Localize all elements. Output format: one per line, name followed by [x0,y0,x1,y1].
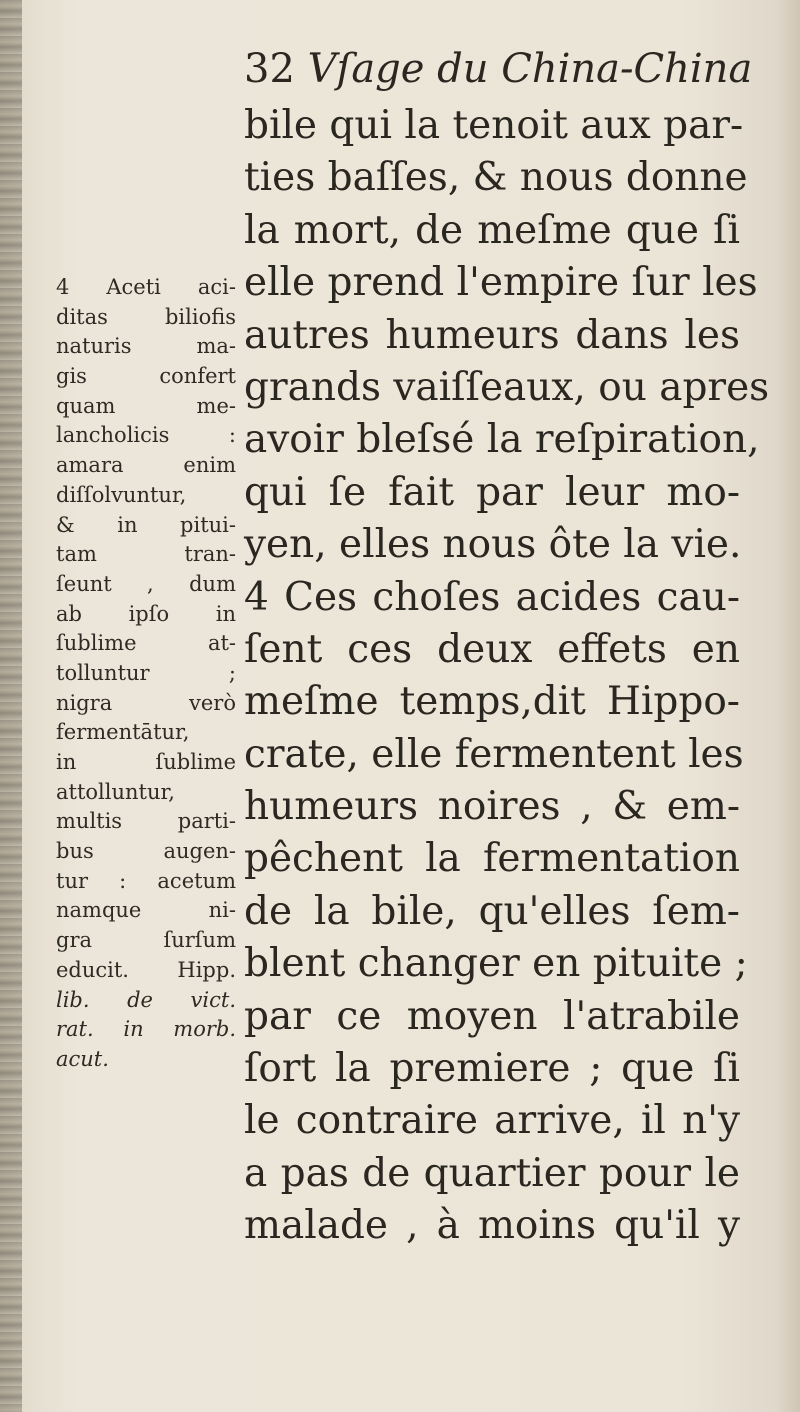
margin-note-line: ſeunt , dum [56,571,236,596]
main-text-line: ties baſſes, & nous donne [244,155,748,201]
margin-note-line: amara enim [56,453,236,478]
main-text-line: ſent ces deux effets en [244,626,740,672]
margin-note-line: multis parti- [56,809,236,834]
page-number: 32 [244,46,295,92]
main-text-line: malade , à moins qu'il y [244,1203,740,1249]
margin-note-line: ditas biliofis [56,304,236,329]
main-text-line: pêchent la fermentation [244,836,740,882]
page-binding-edge [0,0,22,1412]
margin-note-line: ab ipſo in [56,601,236,626]
main-text-line: blent changer en pituite ; [244,941,748,987]
main-text-line: avoir bleſsé la reſpiration, [244,417,760,463]
main-text-line: ſort la premiere ; que ſi [244,1046,740,1092]
main-text-line: humeurs noires , & em- [244,784,740,830]
main-text-line: meſme temps,dit Hippo- [244,679,740,725]
main-text-line: bile qui la tenoit aux par- [244,103,744,148]
margin-note-line: diſſolvuntur, [56,482,187,507]
main-text-line: par ce moyen l'atrabile [244,993,740,1039]
margin-note-line: 4 Aceti aci- [56,275,236,299]
margin-note-line: tam tran- [56,542,236,567]
running-title: Vſage du China-China [307,46,753,92]
main-text-line: crate, elle fermentent les [244,731,744,777]
margin-note-line: naturis ma- [56,334,236,359]
main-text-line: elle prend l'empire ſur les [244,260,758,306]
margin-note-line: attolluntur, [56,779,175,804]
margin-note-line: & in pitui- [56,512,236,537]
main-text-column [244,100,770,1253]
main-text-line: autres humeurs dans les [244,312,740,358]
margin-note-line: rat. in morb. [56,1017,236,1042]
margin-note-line: gra ſurſum [56,928,236,953]
margin-note-line: tur : acetum [56,868,236,893]
margin-note-line: in ſublime [56,750,236,774]
main-text-line: 4 Ces choſes acides cau- [244,574,740,620]
margin-note-line: lancholicis : [56,423,236,448]
main-text-line: le contraire arrive, il n'y [244,1098,740,1144]
margin-note [56,273,236,1075]
main-text-line: de la bile, qu'elles ſem- [244,888,740,934]
main-text-line: la mort, de meſme que ſi [244,207,740,253]
margin-note-line: gis confert [56,364,236,389]
margin-note-line: quam me- [56,393,236,418]
main-text-line: a pas de quartier pour le [244,1150,740,1196]
margin-note-line: acut. [56,1046,109,1071]
main-text-line: qui ſe fait par leur mo- [244,469,740,515]
margin-note-line: bus augen- [56,839,236,864]
margin-note-line: namque ni- [56,898,236,923]
main-text-line: grands vaiſſeaux, ou apres [244,364,770,410]
margin-note-line: tolluntur ; [56,660,236,685]
margin-note-line: lib. de vict. [56,987,236,1012]
margin-note-line: educit. Hipp. [56,957,236,982]
running-head [244,46,752,92]
margin-note-line: fermentātur, [56,720,190,745]
margin-note-line: ſublime at- [56,631,236,656]
main-text-line: yen, elles nous ôte la vie. [244,522,742,568]
margin-note-line: nigra verò [56,690,236,715]
